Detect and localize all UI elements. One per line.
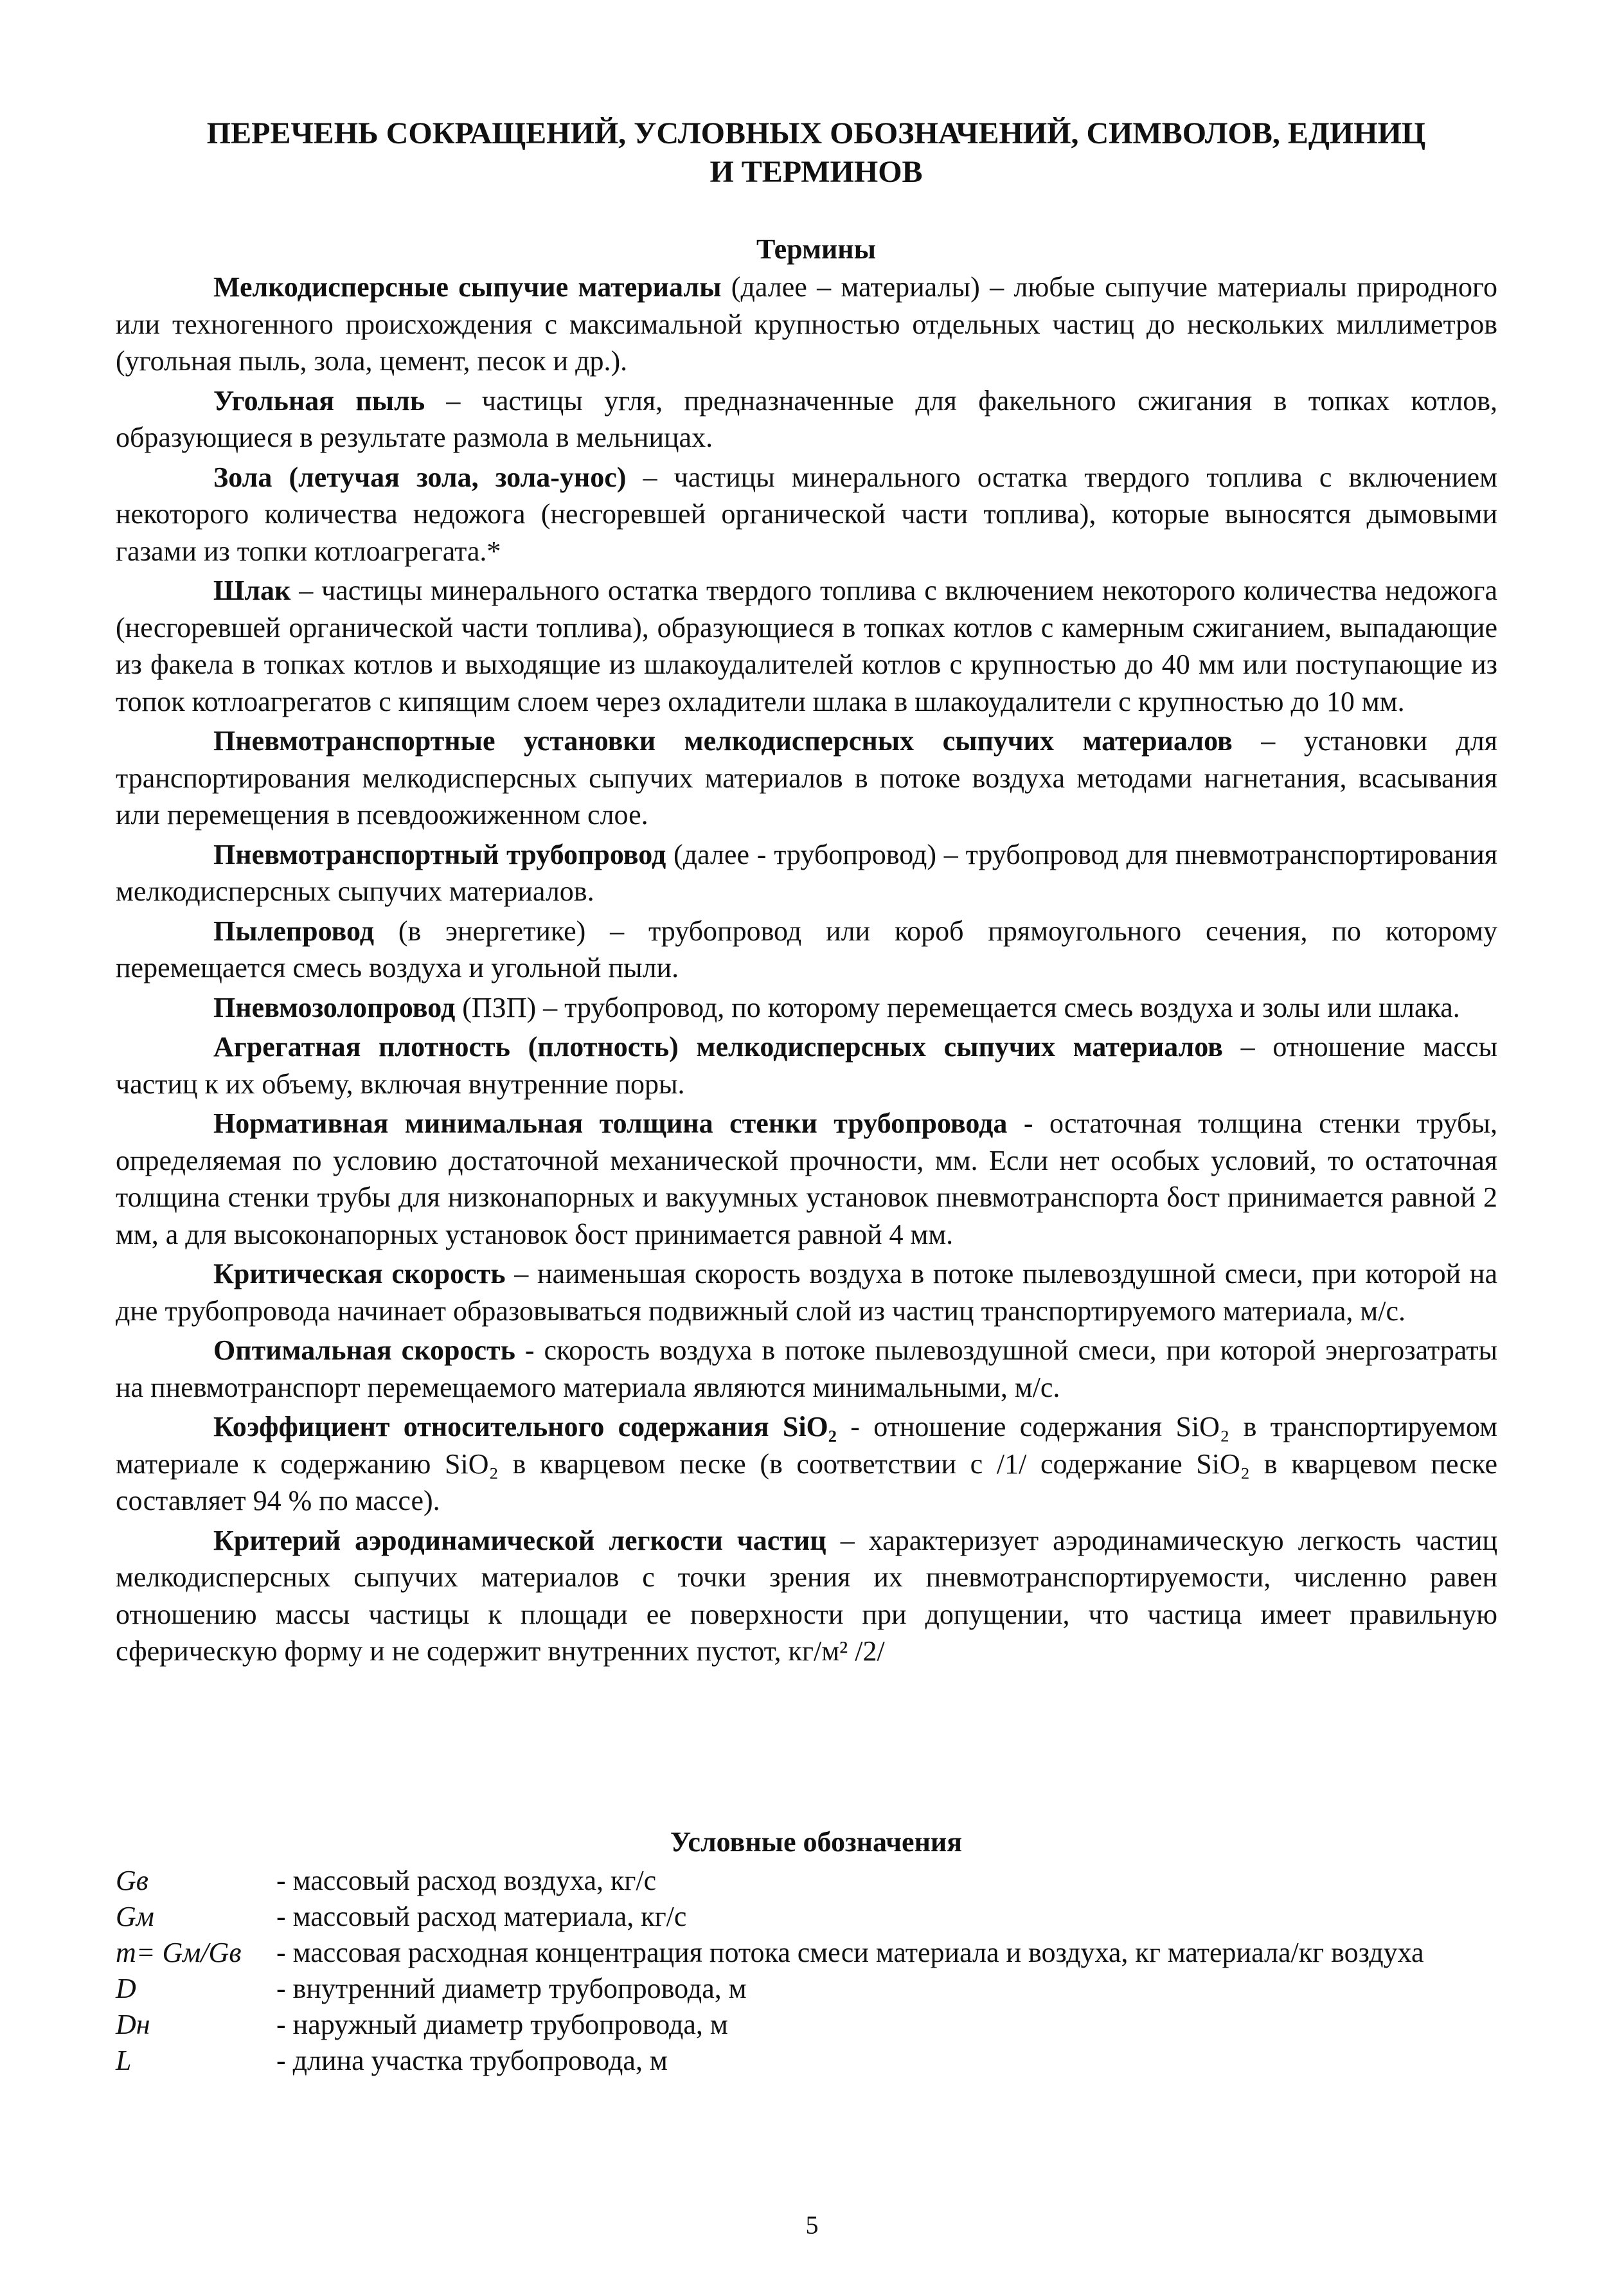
term-definition: – частицы минерального остатка твердого топлива с включением некоторого количества недожога (несгоревшей органической части топлива), которые выносятся дымовыми газами из топки котлоагрегата.* — [116, 461, 1497, 567]
symbol-description: - внутренний диаметр трубопровода, м — [276, 1973, 747, 2004]
symbol: L — [116, 2045, 132, 2076]
term-entry — [116, 836, 1497, 910]
symbol-row — [116, 1863, 1497, 1899]
page-title — [116, 114, 1517, 192]
symbol-row — [116, 1935, 1497, 1971]
symbol-description: - наружный диаметр трубопровода, м — [276, 2009, 728, 2040]
term-definition: (в энергетике) – трубопровод или короб прямоугольного сечения, по которому перемещается смесь воздуха и угольной пыли. — [116, 915, 1497, 983]
term-entry — [116, 269, 1497, 380]
symbols-heading: Условные обозначения — [670, 1826, 963, 1858]
term-definition: – установки для транспортирования мелкодисперсных сыпучих материалов в потоке воздуха методами нагнетания, всасывания или перемещения в псевдоожиженном слое. — [116, 725, 1497, 830]
term-entry — [116, 1105, 1497, 1253]
term-definition: – отношение массы частиц к их объему, включая внутренние поры. — [116, 1031, 1498, 1100]
term-name: Коэффициент относительного содержания SiO₂ — [213, 1411, 837, 1442]
symbol: m= Gм/Gв — [116, 1937, 242, 1968]
term-name: Шлак — [213, 575, 291, 606]
symbol: Gм — [116, 1901, 154, 1932]
term-name: Пневмотранспортный трубопровод — [213, 838, 666, 870]
term-entry — [116, 1255, 1497, 1329]
symbol-row — [116, 1899, 1497, 1935]
term-definition: (далее - трубопровод) – трубопровод для пневмотранспортирования мелкодисперсных сыпучих материалов. — [116, 838, 1497, 907]
symbol-row — [116, 1971, 1497, 2007]
term-entry — [116, 382, 1497, 456]
term-definition: – наименьшая скорость воздуха в потоке пылевоздушной смеси, при которой на дне трубопровода начинает образовываться подвижный слой из частиц транспортируемого материала, м/с. — [116, 1258, 1498, 1327]
term-name: Зола (летучая зола, зола-унос) — [213, 461, 627, 493]
symbol-row — [116, 2007, 1497, 2043]
symbols-list — [116, 1863, 1497, 2079]
term-definition: (далее – материалы) – любые сыпучие материалы природного или техногенного происхождения с максимальной крупностью отдельных частиц до нескольких миллиметров (угольная пыль, зола, цемент, песок и др.). — [116, 271, 1497, 377]
term-entry — [116, 913, 1497, 987]
symbol-description: - массовый расход воздуха, кг/с — [276, 1865, 657, 1896]
term-definition: - отношение содержания SiO₂ в транспортируемом материале к содержанию SiO₂ в кварцевом песке (в соответствии с /1/ содержание SiO₂ в кварцевом песке составляет 94 % по массе). — [116, 1411, 1497, 1516]
term-name: Пневмозолопровод — [213, 991, 456, 1023]
term-entry — [116, 1028, 1497, 1102]
terms-list — [116, 269, 1497, 1673]
symbol-description: - массовая расходная концентрация потока смеси материала и воздуха, кг материала/кг воздуха — [276, 1937, 1424, 1968]
term-name: Мелкодисперсные сыпучие материалы — [213, 271, 722, 303]
term-entry — [116, 459, 1497, 570]
terms-heading: Термины — [756, 233, 877, 265]
term-definition: - скорость воздуха в потоке пылевоздушной смеси, при которой энергозатраты на пневмотранспорт перемещаемого материала являются минимальными, м/с. — [116, 1334, 1498, 1403]
term-name: Угольная пыль — [213, 384, 425, 417]
term-definition: – характеризует аэродинамическую легкость частиц мелкодисперсных сыпучих материалов с точки зрения их пневмотранспортируемости, численно равен отношению массы частицы к площади ее поверхности при допущении, что частица имеет правильную сферическую форму и не содержит внутренних пустот, кг/м² /2/ — [116, 1524, 1497, 1667]
page-title-line-2: И ТЕРМИНОВ — [709, 155, 923, 189]
term-name: Пневмотранспортные установки мелкодисперсных сыпучих материалов — [213, 725, 1233, 757]
page-number: 5 — [805, 2211, 819, 2240]
symbol: Gв — [116, 1865, 148, 1896]
term-name: Оптимальная скорость — [213, 1334, 515, 1366]
symbol-description: - длина участка трубопровода, м — [276, 2045, 668, 2076]
term-definition: – частицы угля, предназначенные для факельного сжигания в топках котлов, образующиеся в результате размола в мельницах. — [116, 384, 1497, 453]
term-name: Нормативная минимальная толщина стенки трубопровода — [213, 1108, 1008, 1139]
term-entry — [116, 572, 1497, 720]
term-entry — [116, 989, 1497, 1027]
term-entry — [116, 1522, 1497, 1670]
term-entry — [116, 1332, 1497, 1406]
page-title-line-1: ПЕРЕЧЕНЬ СОКРАЩЕНИЙ, УСЛОВНЫХ ОБОЗНАЧЕНИЙ, СИМВОЛОВ, ЕДИНИЦ — [206, 116, 1426, 150]
symbol: Dн — [116, 2009, 150, 2040]
term-definition: (ПЗП) – трубопровод, по которому перемещается смесь воздуха и золы или шлака. — [455, 991, 1460, 1023]
term-definition: – частицы минерального остатка твердого топлива с включением некоторого количества недожога (несгоревшей органической части топлива), образующиеся в топках котлов с камерным сжиганием, выпадающие из факела в топках котлов и выходящие из шлакоудалителей котлов с крупностью до 40 мм или поступающие из топок котлоагрегатов с кипящим слоем через охладители шлака в шлакоудалители с крупностью до 10 мм. — [116, 575, 1497, 717]
term-entry — [116, 723, 1497, 834]
term-entry — [116, 1408, 1497, 1520]
term-name: Агрегатная плотность (плотность) мелкодисперсных сыпучих материалов — [213, 1031, 1223, 1063]
term-name: Критерий аэродинамической легкости частиц — [213, 1524, 826, 1556]
symbol-row — [116, 2043, 1497, 2079]
symbol-description: - массовый расход материала, кг/с — [276, 1901, 687, 1932]
term-name: Критическая скорость — [213, 1258, 506, 1289]
term-name: Пылепровод — [213, 915, 374, 947]
symbol: D — [116, 1973, 136, 2004]
term-definition: - остаточная толщина стенки трубы, определяемая по условию достаточной механической прочности, мм. Если нет особых условий, то остаточная толщина стенки трубы для низконапорных и вакуумных установок пневмотранспорта δост принимается равной 2 мм, а для высоконапорных установок δост принимается равной 4 мм. — [116, 1108, 1497, 1250]
